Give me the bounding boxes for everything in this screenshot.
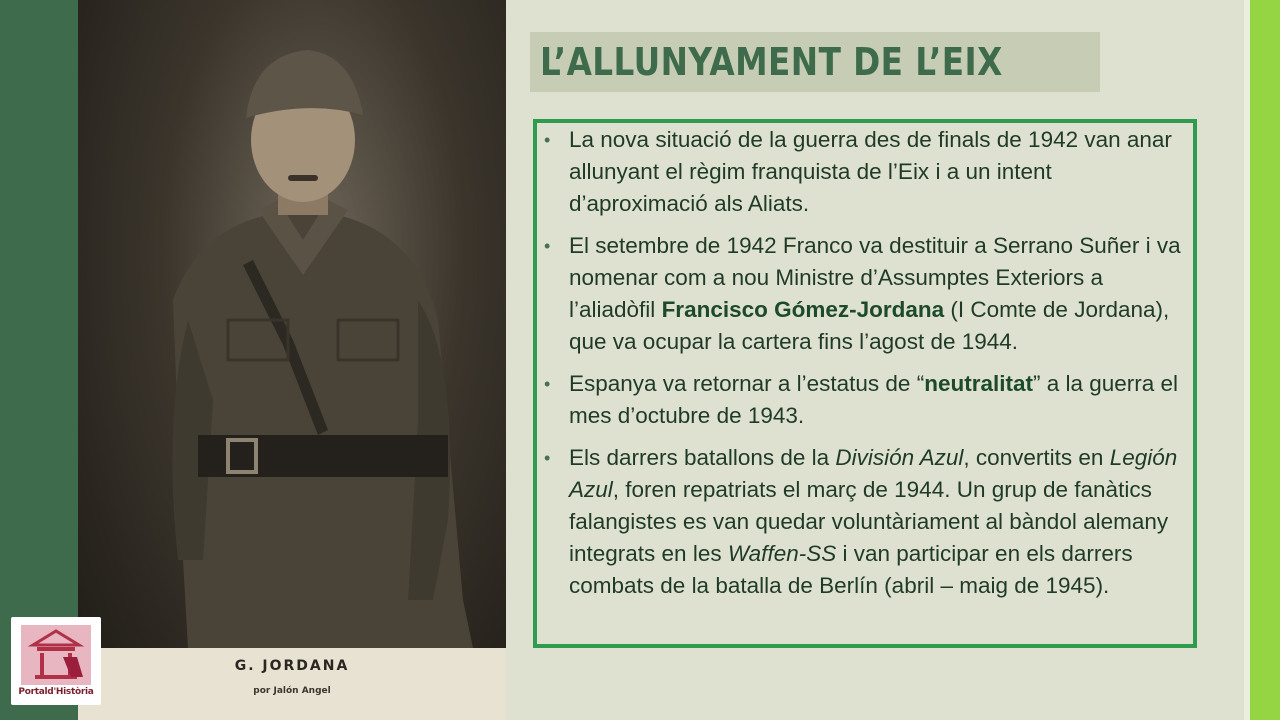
bullet-dot-icon: • bbox=[544, 448, 551, 468]
bullet-text: i van participar en els darrers combats de la batalla de Berlín (abril – maig de 1945). bbox=[569, 541, 1133, 598]
bullet-item bbox=[537, 442, 1187, 602]
bullet-italic-term: División Azul bbox=[835, 445, 964, 470]
bullet-text: El setembre de 1942 Franco va destituir a Serrano Suñer i va nomenar com a nou Ministre d’Assumptes Exteriors a l’aliadòfil bbox=[569, 233, 1181, 322]
bullet-dot-icon: • bbox=[544, 130, 551, 150]
bullet-list bbox=[537, 124, 1187, 612]
portrait-photo bbox=[78, 0, 506, 720]
bullet-dot-icon: • bbox=[544, 374, 551, 394]
bullet-italic-term: Waffen-SS bbox=[727, 541, 837, 566]
portal-historia-logo bbox=[11, 617, 101, 705]
bullet-text: ” a la guerra el mes d’octubre de 1943. bbox=[569, 371, 1179, 428]
temple-icon bbox=[11, 617, 101, 687]
photo-caption-name: G. JORDANA bbox=[234, 658, 350, 674]
bullet-bold-name: Francisco Gómez-Jordana bbox=[661, 297, 945, 322]
bullet-text: Espanya va retornar a l’estatus de “ bbox=[569, 371, 925, 396]
bullet-text: La nova situació de la guerra des de finals de 1942 van anar allunyant el règim franquista de l’Eix i a un intent d’aproximació als Aliats. bbox=[569, 127, 1172, 216]
photo-caption-credit: por Jalón Angel bbox=[253, 686, 331, 696]
bullet-text: (I Comte de Jordana), que va ocupar la cartera fins l’agost de 1944. bbox=[569, 297, 1170, 354]
bullet-text: , convertits en bbox=[963, 445, 1110, 470]
bullet-text: Els darrers batallons de la bbox=[569, 445, 836, 470]
portrait-figure bbox=[78, 0, 506, 648]
bullet-italic-term: Legión Azul bbox=[569, 445, 1178, 502]
logo-text: Portald'Història bbox=[18, 687, 94, 697]
slide-title: L’ALLUNYAMENT DE L’EIX bbox=[540, 40, 1003, 84]
bullet-text: , foren repatriats el març de 1944. Un grup de fanàtics falangistes es van quedar voluntàriament al bàndol alemany integrats en les bbox=[569, 477, 1169, 566]
bullet-bold-term: neutralitat bbox=[924, 371, 1033, 396]
left-color-band bbox=[0, 0, 78, 720]
bullet-item bbox=[537, 124, 1187, 220]
bullet-item bbox=[537, 368, 1187, 432]
bullet-item bbox=[537, 230, 1187, 358]
right-accent-stripe bbox=[1250, 0, 1280, 720]
bullet-dot-icon: • bbox=[544, 236, 551, 256]
